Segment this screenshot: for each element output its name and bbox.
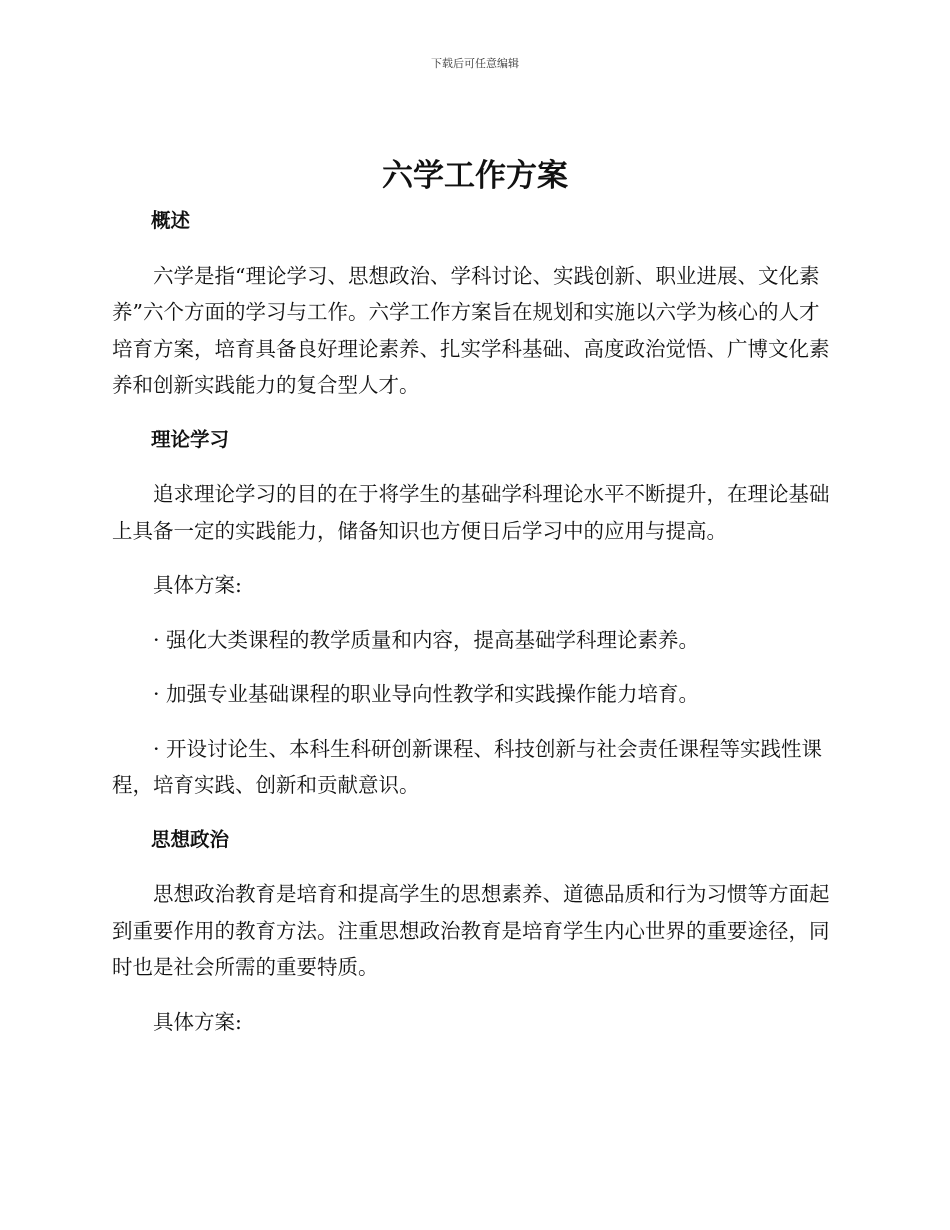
section-heading-politics: 思想政治 <box>151 827 230 851</box>
page-header: 下载后可任意编辑 <box>431 57 519 70</box>
section-heading-overview: 概述 <box>151 209 191 232</box>
politics-plan-label: 具体方案: <box>153 1009 242 1034</box>
theory-paragraph: 追求理论学习的目的在于将学生的基础学科理论水平不断提升，在理论基础上具备一定的实践能力，储备知识也方便日后学习中的应用与提高。 <box>112 482 830 543</box>
theory-list-item: · 开设讨论生、本科生科研创新课程、科技创新与社会责任课程等实践性课程，培育实践、创新和贡献意识。 <box>112 736 823 797</box>
theory-list-item: · 强化大类课程的教学质量和内容，提高基础学科理论素养。 <box>153 627 700 652</box>
document-body <box>112 203 832 1040</box>
overview-paragraph: 六学是指“理论学习、思想政治、学科讨论、实践创新、职业进展、文化素养”六个方面的学习与工作。六学工作方案旨在规划和实施以六学为核心的人才培育方案，培育具备良好理论素养、扎实学科基础、高度政治觉悟、广博文化素养和创新实践能力的复合型人才。 <box>112 263 830 397</box>
theory-list-item: · 加强专业基础课程的职业导向性教学和实践操作能力培育。 <box>153 682 700 706</box>
politics-paragraph: 思想政治教育是培育和提高学生的思想素养、道德品质和行为习惯等方面起到重要作用的教育方法。注重思想政治教育是培育学生内心世界的重要途径，同时也是社会所需的重要特质。 <box>112 882 830 979</box>
section-heading-theory: 理论学习 <box>151 427 230 451</box>
theory-plan-label: 具体方案: <box>153 573 242 597</box>
document-title: 六学工作方案 <box>382 158 568 194</box>
